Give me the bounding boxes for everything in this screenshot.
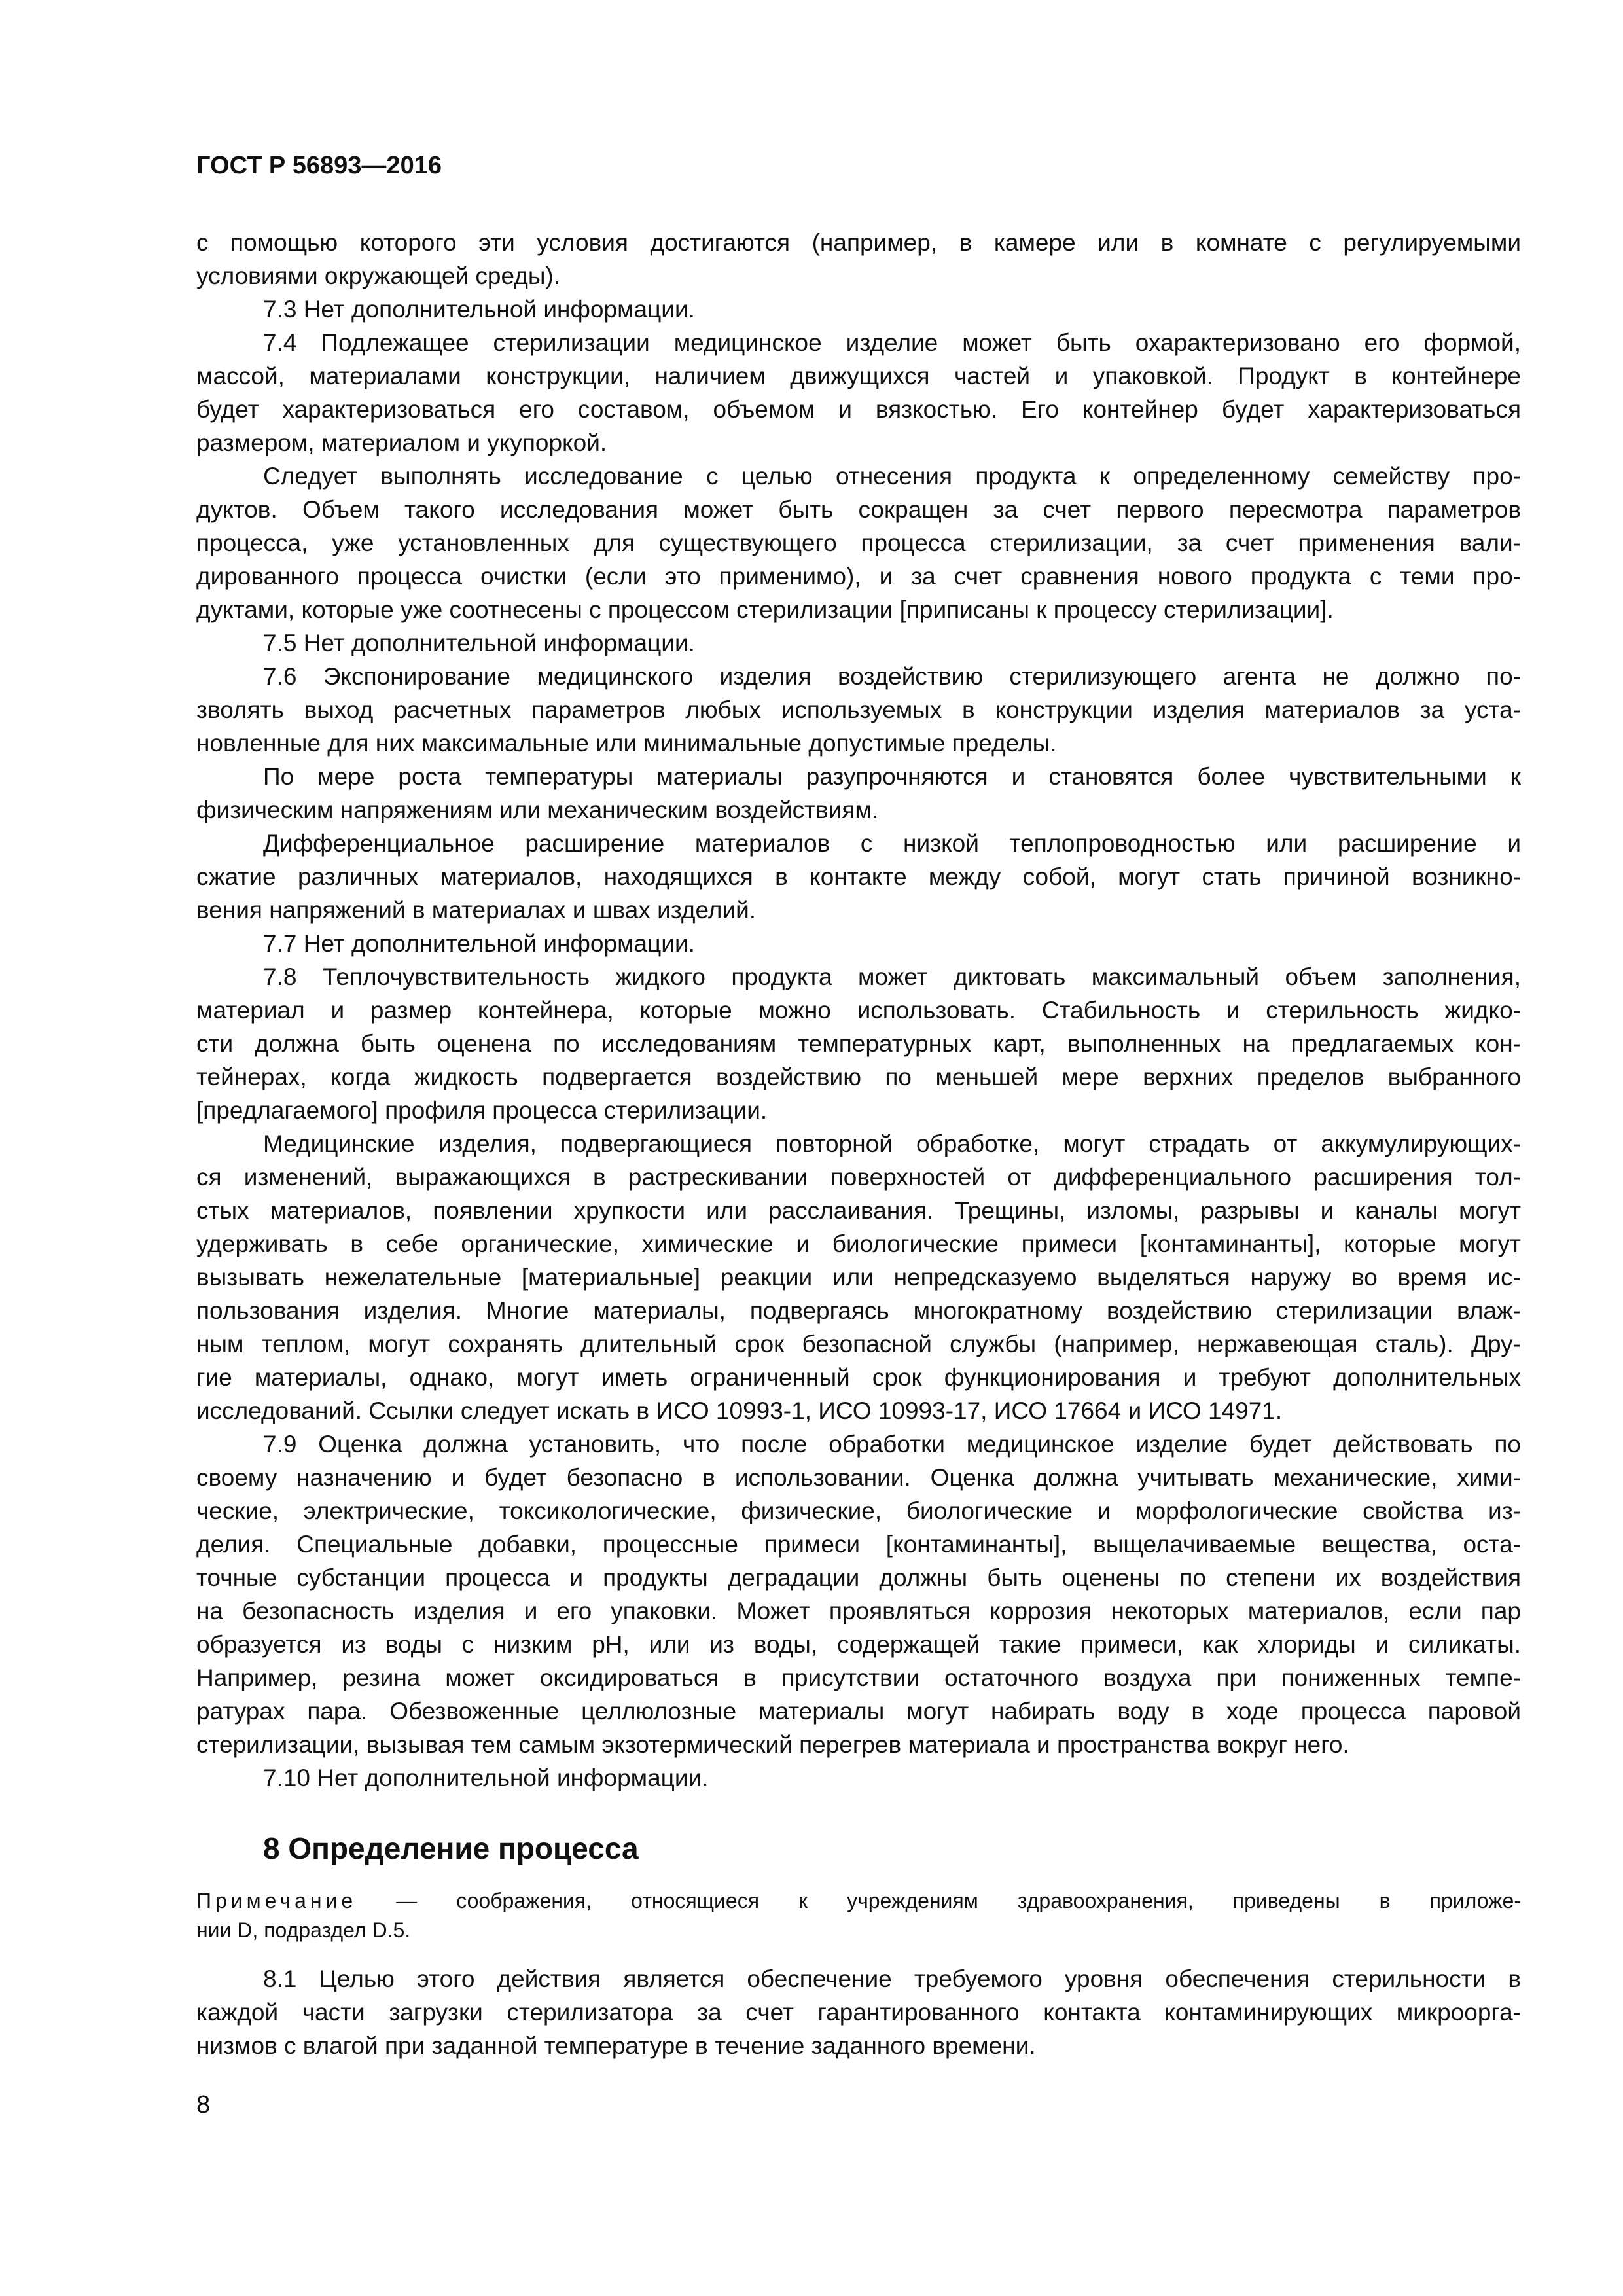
text-line: ным теплом, могут сохранять длительный срок безопасной службы (например, нержавеющая сталь). Дру- <box>196 1331 1521 1357</box>
text-line: Например, резина может оксидироваться в присутствии остаточного воздуха при пониженных темпе- <box>196 1664 1521 1691</box>
note-text: — соображения, относящиеся к учреждениям здравоохранения, приведены в приложе- <box>357 1889 1521 1912</box>
text-line: вызывать нежелательные [материальные] реакции или непредсказуемо выделяться наружу во время ис- <box>196 1264 1521 1291</box>
text-line: ратурах пара. Обезвоженные целлюлозные материалы могут набирать воду в ходе процесса паровой <box>196 1698 1521 1725</box>
text-line: тейнерах, когда жидкость подвергается воздействию по меньшей мере верхних пределов выбранного <box>196 1064 1521 1090</box>
text-line: удерживать в себе органические, химические и биологические примеси [контаминанты], которые могут <box>196 1230 1521 1257</box>
text-line: ческие, электрические, токсикологические, физические, биологические и морфологические свойства из- <box>196 1498 1521 1524</box>
text-line: вения напряжений в материалах и швах изделий. <box>196 897 757 924</box>
text-line: низмов с влагой при заданной температуре в течение заданного времени. <box>196 2032 1036 2059</box>
text-line: пользования изделия. Многие материалы, подвергаясь многократному воздействию стерилизации влаж- <box>196 1297 1521 1324</box>
text-line: на безопасность изделия и его упаковки. Может проявляться коррозия некоторых материалов, если пар <box>196 1598 1521 1624</box>
text-line: условиями окружающей среды). <box>196 262 561 289</box>
text-line: 7.10 Нет дополнительной информации. <box>263 1765 709 1791</box>
text-line: материал и размер контейнера, которые можно использовать. Стабильность и стерильность жидко- <box>196 997 1521 1024</box>
note-block <box>196 1886 1521 1945</box>
text-line: процесса, уже установленных для существующего процесса стерилизации, за счет применения вали- <box>196 529 1521 556</box>
paragraph <box>196 660 1521 760</box>
document-code-header: ГОСТ Р 56893—2016 <box>196 152 442 179</box>
section-8-text <box>196 1962 1521 2062</box>
paragraph <box>196 1761 1521 1795</box>
text-line: дированного процесса очистки (если это применимо), и за счет сравнения нового продукта с теми про- <box>196 563 1521 590</box>
text-line: массой, материалами конструкции, наличием движущихся частей и упаковкой. Продукт в контейнере <box>196 363 1521 389</box>
paragraph <box>196 1127 1521 1427</box>
text-line: 7.6 Экспонирование медицинского изделия воздействию стерилизующего агента не должно по- <box>263 663 1521 690</box>
paragraph <box>196 626 1521 660</box>
text-line: стых материалов, появлении хрупкости или расслаивания. Трещины, изломы, разрывы и каналы могут <box>196 1197 1521 1224</box>
text-line: своему назначению и будет безопасно в использовании. Оценка должна учитывать механические, хими- <box>196 1464 1521 1491</box>
text-line: дуктов. Объем такого исследования может быть сокращен за счет первого пересмотра параметров <box>196 496 1521 523</box>
text-line: По мере роста температуры материалы разупрочняются и становятся более чувствительными к <box>263 763 1521 790</box>
text-line: дуктами, которые уже соотнесены с процессом стерилизации [приписаны к процессу стерилизации]. <box>196 596 1334 623</box>
text-line: гие материалы, однако, могут иметь ограниченный срок функционирования и требуют дополнительных <box>196 1364 1521 1391</box>
paragraph <box>196 960 1521 1127</box>
text-line: каждой части загрузки стерилизатора за счет гарантированного контакта контаминирующих микроорга- <box>196 1999 1521 2026</box>
paragraph <box>196 293 1521 326</box>
text-line: 7.9 Оценка должна установить, что после обработки медицинское изделие будет действовать по <box>263 1431 1521 1458</box>
text-line: Медицинские изделия, подвергающиеся повторной обработке, могут страдать от аккумулирующих- <box>263 1130 1521 1157</box>
text-line: 7.3 Нет дополнительной информации. <box>263 296 695 323</box>
paragraph <box>196 760 1521 827</box>
text-line: физическим напряжениям или механическим воздействиям. <box>196 797 879 823</box>
text-line: стерилизации, вызывая тем самым экзотермический перегрев материала и пространства вокруг него. <box>196 1731 1349 1758</box>
text-line: исследований. Ссылки следует искать в ИСО 10993-1, ИСО 10993-17, ИСО 17664 и ИСО 14971. <box>196 1397 1283 1424</box>
paragraph <box>196 326 1521 459</box>
paragraph <box>196 459 1521 626</box>
text-line: 7.5 Нет дополнительной информации. <box>263 630 695 656</box>
paragraph <box>196 827 1521 927</box>
text-line: Следует выполнять исследование с целью отнесения продукта к определенному семейству про- <box>263 463 1521 490</box>
text-line: 7.7 Нет дополнительной информации. <box>263 930 695 957</box>
section-7-text <box>196 226 1521 1795</box>
paragraph <box>196 226 1521 293</box>
text-line: с помощью которого эти условия достигаются (например, в камере или в комнате с регулируемыми <box>196 229 1521 256</box>
paragraph <box>196 1427 1521 1761</box>
text-line: сжатие различных материалов, находящихся в контакте между собой, могут стать причиной возникно- <box>196 863 1521 890</box>
document-body <box>196 226 1521 2062</box>
note-line <box>196 1886 1521 1916</box>
text-line: размером, материалом и укупоркой. <box>196 429 607 456</box>
note-line: нии D, подраздел D.5. <box>196 1918 411 1942</box>
text-line: точные субстанции процесса и продукты деградации должны быть оценены по степени их воздействия <box>196 1564 1521 1591</box>
text-line: 8.1 Целью этого действия является обеспечение требуемого уровня обеспечения стерильности в <box>263 1965 1521 1992</box>
text-line: ся изменений, выражающихся в растрескивании поверхностей от дифференциального расширения тол- <box>196 1164 1521 1191</box>
note-label: Примечание <box>196 1889 357 1912</box>
text-line: сти должна быть оценена по исследованиям температурных карт, выполненных на предлагаемых кон- <box>196 1030 1521 1057</box>
paragraph <box>196 1962 1521 2062</box>
text-line: 7.8 Теплочувствительность жидкого продукта может диктовать максимальный объем заполнения, <box>263 963 1521 990</box>
page-number: 8 <box>196 2091 211 2119</box>
text-line: 7.4 Подлежащее стерилизации медицинское изделие может быть охарактеризовано его формой, <box>263 329 1521 356</box>
text-line: новленные для них максимальные или минимальные допустимые пределы. <box>196 730 1057 757</box>
section-heading: 8 Определение процесса <box>263 1831 639 1865</box>
text-line: зволять выход расчетных параметров любых используемых в конструкции изделия материалов за уста- <box>196 696 1521 723</box>
text-line: Дифференциальное расширение материалов с низкой теплопроводностью или расширение и <box>263 830 1521 857</box>
paragraph <box>196 927 1521 960</box>
text-line: образуется из воды с низким pH, или из воды, содержащей такие примеси, как хлориды и силикаты. <box>196 1631 1521 1658</box>
text-line: делия. Специальные добавки, процессные примеси [контаминанты], выщелачиваемые вещества, оста- <box>196 1531 1521 1558</box>
text-line: [предлагаемого] профиля процесса стерилизации. <box>196 1097 768 1124</box>
text-line: будет характеризоваться его составом, объемом и вязкостью. Его контейнер будет характеризоваться <box>196 396 1521 423</box>
